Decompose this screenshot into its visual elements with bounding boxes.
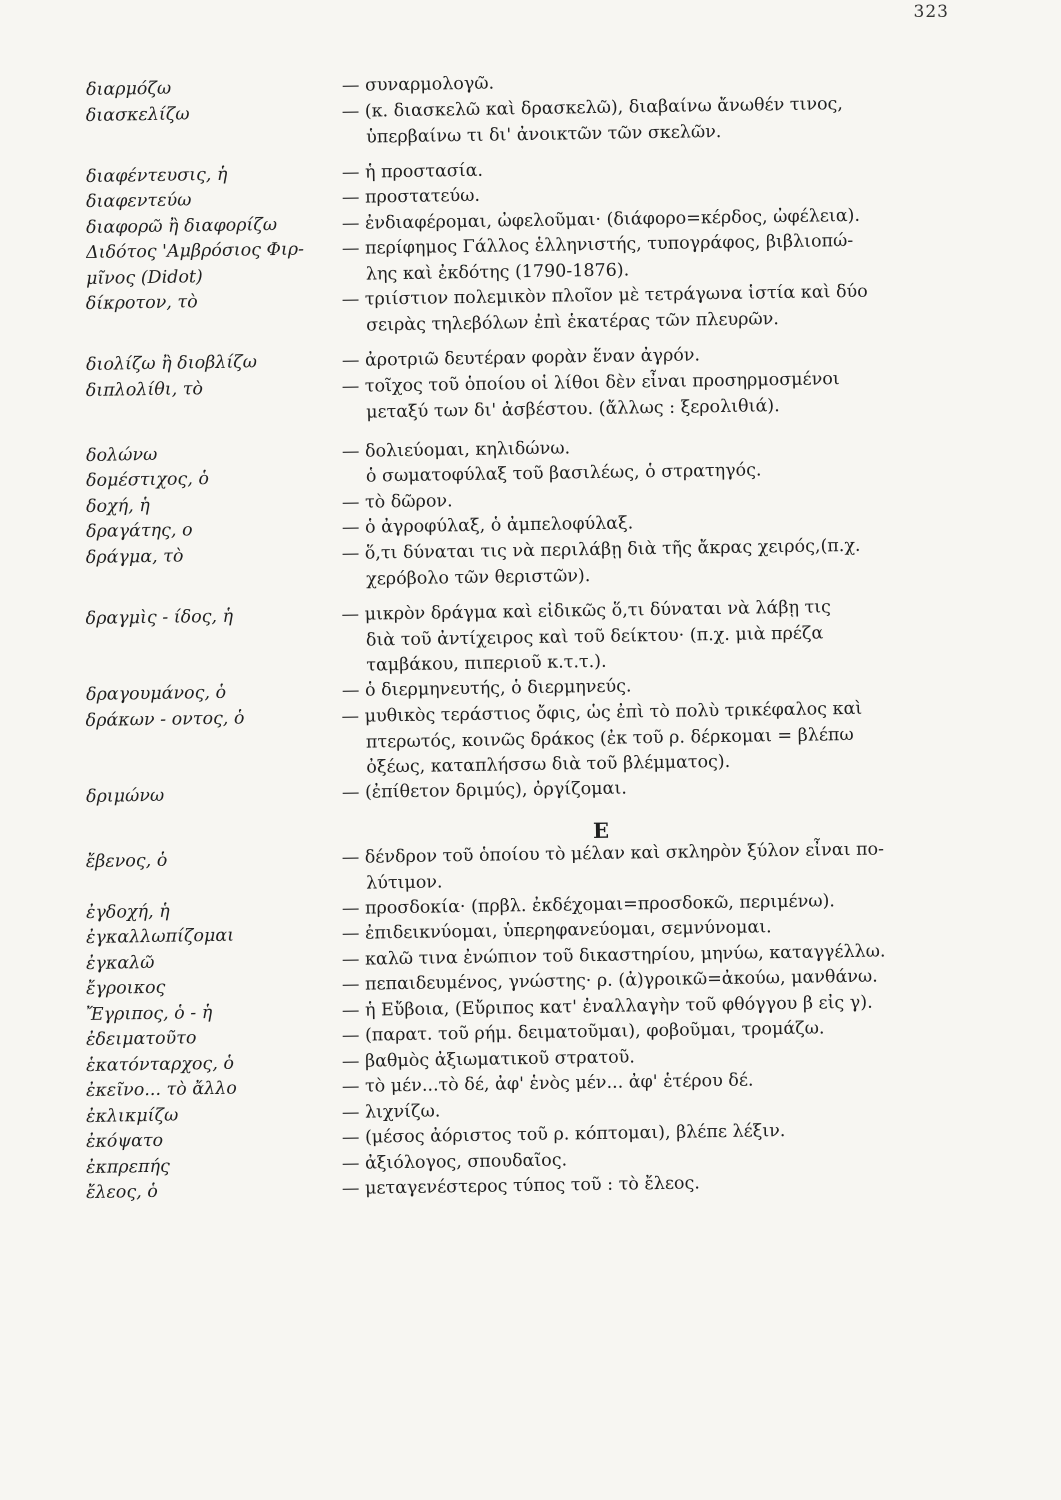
definition-line: διὰ τοῦ ἀντίχειρος καὶ τοῦ δείκτου· (π.χ. μιὰ πρέζα xyxy=(365,622,824,650)
glossary-entry xyxy=(85,695,966,785)
definition-line: — ὁ ἀγροφύλαξ, ὁ ἀμπελοφύλαξ. xyxy=(341,513,634,538)
entry-term: δοχή, ἡ xyxy=(85,495,150,517)
definition-line: ὑπερβαίνω τι δι' ἀνοικτῶν τῶν σκελῶν. xyxy=(365,121,722,147)
entry-term: ἐκπρεπής xyxy=(85,1156,170,1178)
definition-line: — λιχνίζω. xyxy=(341,1100,441,1123)
definition-line: — ὁ διερμηνευτής, ὁ διερμηνεύς. xyxy=(341,676,632,701)
definition-line: — (κ. διασκελῶ καὶ δρασκελῶ), διαβαίνω ἄνωθέν τινος, xyxy=(341,93,844,122)
entry-term: δράγμα, τὸ xyxy=(85,545,184,568)
definition-line: — τριίστιον πολεμικὸν πλοῖον μὲ τετράγωνα ἱστία καὶ δύο xyxy=(341,281,868,310)
definition-line: — ἀξιόλογος, σπουδαῖος. xyxy=(341,1149,568,1174)
definition-line: — δένδρον τοῦ ὁποίου τὸ μέλαν καὶ σκληρὸν ξύλον εἶναι πο- xyxy=(341,838,885,868)
entry-term: δράκων - οντος, ὁ xyxy=(85,708,245,731)
definition-line: — πεπαιδευμένος, γνώστης· ρ. (ἀ)γροικῶ=ἀκούω, μανθάνω. xyxy=(341,966,878,995)
definition-line: λης καὶ ἐκδότης (1790-1876). xyxy=(365,259,630,285)
entry-term: ἐγκαλῶ xyxy=(85,952,155,974)
entry-term: Διδότος 'Αμβρόσιος Φιρ- xyxy=(85,239,305,263)
entry-term: δραγουμάνος, ὁ xyxy=(85,682,227,705)
entry-definition xyxy=(342,836,967,897)
entry-term: ἔγροικος xyxy=(85,977,166,999)
entry-term: Ἔγριπος, ὁ - ἡ xyxy=(85,1002,213,1025)
entry-term: μῖνος (Didot) xyxy=(85,266,203,289)
entry-definition xyxy=(342,278,967,339)
definition-line: — (μέσος ἀόριστος τοῦ ρ. κόπτομαι), βλέπε λέξιν. xyxy=(341,1121,786,1148)
definition-line: ὁ σωματοφύλαξ τοῦ βασιλέως, ὁ στρατηγός. xyxy=(365,460,762,487)
definition-line: — ἐπιδεικνύομαι, ὑπερηφανεύομαι, σεμνύνομαι. xyxy=(341,917,772,944)
entry-term: ἐγδοχή, ἡ xyxy=(85,901,170,923)
entry-definition xyxy=(341,593,966,679)
entry-term: διολίζω ἢ διοβλίζω xyxy=(85,352,258,375)
entry-term: ἑκατόνταρχος, ὁ xyxy=(85,1053,235,1076)
entry-term: διαφέντευσις, ἡ xyxy=(85,164,228,187)
definition-line: — τὸ μέν...τὸ δέ, ἀφ' ἑνὸς μέν... ἀφ' ἑτέρου δέ. xyxy=(341,1070,754,1097)
entry-term: δολώνω xyxy=(85,444,158,466)
entry-term: δριμώνω xyxy=(85,785,165,807)
page-number: 323 xyxy=(913,2,949,22)
entry-definition xyxy=(342,365,967,426)
definition-line: — προσδοκία· (πρβλ. ἐκδέχομαι=προσδοκῶ, περιμένω). xyxy=(341,890,836,919)
definition-line: — τοῖχος τοῦ ὁποίου οἱ λίθοι δὲν εἶναι προσηρμοσμένοι xyxy=(341,368,840,397)
entry-term: ἔλεος, ὁ xyxy=(85,1181,159,1203)
definition-line: πτερωτός, κοινῶς δράκος (ἐκ τοῦ ρ. δέρκομαι = βλέπω xyxy=(365,723,854,752)
entry-term: διαρμόζω xyxy=(85,78,172,100)
entry-definition xyxy=(342,90,967,151)
definition-line: — μεταγενέστερος τύπος τοῦ : τὸ ἔλεος. xyxy=(341,1173,701,1199)
entry-term: ἐγκαλλωπίζομαι xyxy=(85,925,235,948)
entry-term: δραγμὶς - ίδος, ἡ xyxy=(85,606,234,629)
definition-line: — προστατεύω. xyxy=(341,185,481,208)
definition-line: — ἐνδιαφέρομαι, ὠφελοῦμαι· (διάφορο=κέρδος, ὠφέλεια). xyxy=(341,205,861,234)
entry-term: διαφορῶ ἢ διαφορίζω xyxy=(85,214,278,238)
entry-term: ἐκόψατο xyxy=(85,1130,164,1152)
definition-line: σειρὰς τηλεβόλων ἐπὶ ἑκατέρας τῶν πλευρῶν. xyxy=(365,308,780,336)
entry-term: ἐδειματοῦτο xyxy=(85,1028,197,1050)
definition-line: χερόβολο τῶν θεριστῶν). xyxy=(365,565,591,589)
definition-line: — καλῶ τινα ἐνώπιον τοῦ δικαστηρίου, μηνύω, καταγγέλλω. xyxy=(341,940,886,970)
definition-line: — δολιεύομαι, κηλιδώνω. xyxy=(341,437,571,462)
definition-line: — ἀροτριῶ δευτέραν φορὰν ἕναν ἀγρόν. xyxy=(341,345,701,371)
entry-term: δραγάτης, ο xyxy=(85,520,193,542)
entry-definition xyxy=(341,695,966,781)
entry-term: διασκελίζω xyxy=(85,103,190,126)
section-letter: Ε xyxy=(592,817,610,843)
definition-line: μεταξύ των δι' ἀσβέστου. (ἄλλως : ξερολιθιά). xyxy=(365,395,780,422)
entry-term: διπλολίθι, τὸ xyxy=(85,378,204,401)
definition-line: — βαθμὸς ἀξιωματικοῦ στρατοῦ. xyxy=(341,1046,636,1072)
definition-line: — ἡ προστασία. xyxy=(341,160,484,183)
definition-line: — ὅ,τι δύναται τις νὰ περιλάβῃ διὰ τῆς ἄκρας χειρός,(π.χ. xyxy=(341,535,861,564)
definition-line: ταμβάκου, πιπεριοῦ κ.τ.τ.). xyxy=(366,651,607,676)
entry-term: δομέστιχος, ὁ xyxy=(85,469,210,491)
definition-line: — μυθικὸς τεράστιος ὄφις, ὡς ἐπὶ τὸ πολὺ τρικέφαλος καὶ xyxy=(341,698,863,727)
entry-term: ἐκλικμίζω xyxy=(85,1105,179,1127)
definition-line: — περίφημος Γάλλος ἑλληνιστής, τυπογράφος, βιβλιοπώ- xyxy=(341,230,854,259)
entry-term: δίκροτον, τὸ xyxy=(85,292,198,315)
glossary-list xyxy=(85,73,966,1207)
definition-line: — ἡ Εὔβοια, (Εὔριπος κατ' ἐναλλαγὴν τοῦ φθόγγου β εἰς γ). xyxy=(341,992,873,1021)
definition-line: λύτιμον. xyxy=(365,871,443,893)
entry-term: διαφεντεύω xyxy=(85,190,192,212)
definition-line: ὀξέως, καταπλήσσω διὰ τοῦ βλέμματος). xyxy=(366,751,731,778)
definition-line: — συναρμολογῶ. xyxy=(341,73,495,96)
definition-line: — (ἐπίθετον δριμύς), ὀργίζομαι. xyxy=(341,778,627,803)
glossary-entry xyxy=(85,593,966,683)
definition-line: — (παρατ. τοῦ ρήμ. δειματοῦμαι), φοβοῦμαι, τρομάζω. xyxy=(341,1018,825,1046)
entry-definition xyxy=(342,532,967,593)
entry-term: ἐκεῖνο... τὸ ἄλλο xyxy=(85,1078,238,1101)
entry-term: ἔβενος, ὁ xyxy=(85,850,168,872)
definition-line: — μικρὸν δράγμα καὶ εἰδικῶς ὅ,τι δύναται νὰ λάβῃ τις xyxy=(341,596,832,625)
definition-line: — τὸ δῶρον. xyxy=(341,490,453,513)
